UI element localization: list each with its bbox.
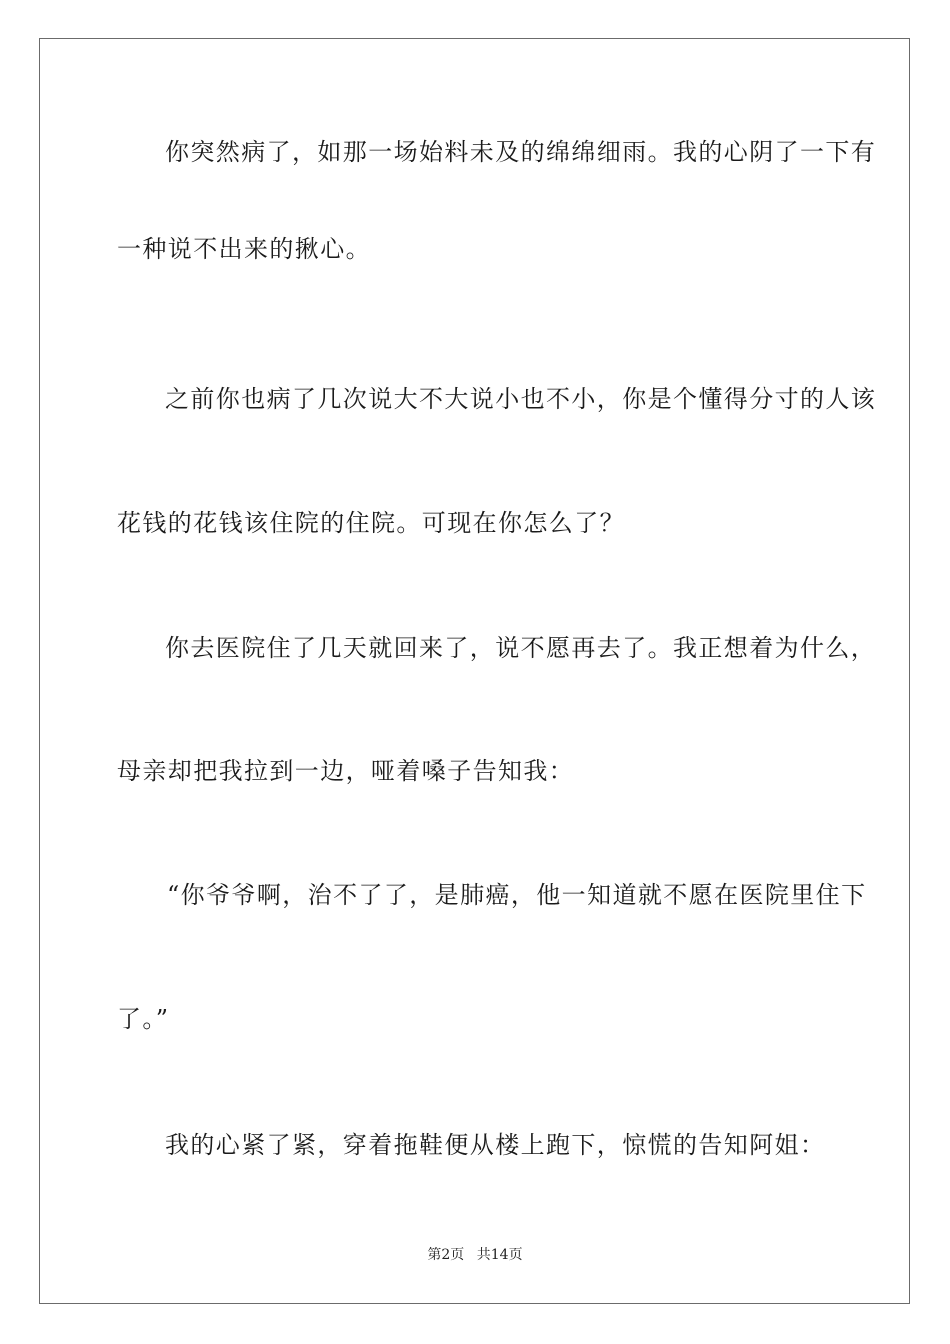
paragraph-2-line-2: 花钱的花钱该住院的住院。可现在你怎么了？ xyxy=(117,509,625,537)
paragraph-5-line-1: 我的心紧了紧，穿着拖鞋便从楼上跑下，惊慌的告知阿姐： xyxy=(165,1131,826,1159)
page-footer xyxy=(0,1245,950,1265)
paragraph-4-line-2: 了。” xyxy=(117,1005,170,1033)
paragraph-1-line-2: 一种说不出来的揪心。 xyxy=(117,235,371,263)
page-total: 共14页 xyxy=(476,1247,523,1263)
paragraph-4-line-1: “你爷爷啊，治不了了，是肺癌，他一知道就不愿在医院里住下 xyxy=(167,881,867,909)
paragraph-1-line-1: 你突然病了，如那一场始料未及的绵绵细雨。我的心阴了一下有 xyxy=(165,138,877,166)
page-number: 第2页 xyxy=(427,1247,465,1263)
page-border xyxy=(39,38,910,1304)
paragraph-3-line-1: 你去医院住了几天就回来了，说不愿再去了。我正想着为什么， xyxy=(165,634,877,662)
paragraph-3-line-2: 母亲却把我拉到一边，哑着嗓子告知我： xyxy=(117,757,575,785)
paragraph-2-line-1: 之前你也病了几次说大不大说小也不小，你是个懂得分寸的人该 xyxy=(165,385,877,413)
